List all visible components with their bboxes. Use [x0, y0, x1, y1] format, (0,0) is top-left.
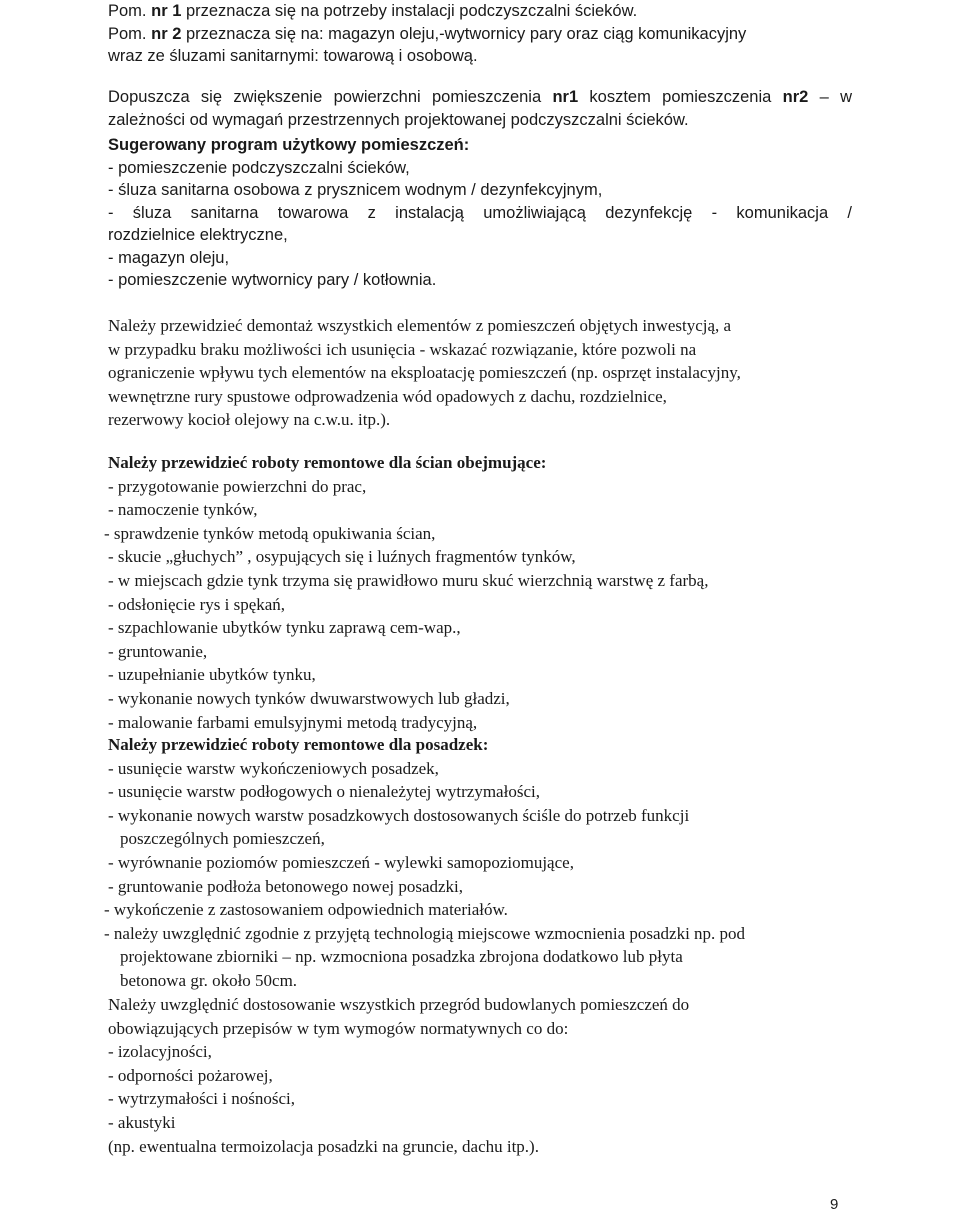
floors-item-continued: poszczególnych pomieszczeń,: [120, 829, 325, 849]
program-item: - śluza sanitarna towarowa z instalacją umożliwiającą dezynfekcję - komunikacja /: [108, 203, 852, 222]
floors-item: - należy uwzględnić zgodnie z przyjętą technologią miejscowe wzmocnienia posadzki np. pod: [104, 923, 746, 943]
floors-item: - usunięcie warstw podłogowych o nienależytej wytrzymałości,: [108, 782, 540, 802]
walls-item: - przygotowanie powierzchni do prac,: [108, 476, 367, 496]
intro-line-3: wraz ze śluzami sanitarnymi: towarową i osobową.: [108, 47, 478, 65]
walls-block: [104, 451, 852, 734]
extension-line-2: zależności od wymagań przestrzennych projektowanej podczyszczalni ścieków.: [108, 110, 689, 129]
walls-heading: Należy przewidzieć roboty remontowe dla ścian obejmujące:: [108, 453, 547, 472]
partitions-item: - akustyki: [108, 1112, 176, 1132]
walls-item: - wykonanie nowych tynków dwuwarstwowych lub gładzi,: [108, 688, 510, 708]
walls-item: - odsłonięcie rys i spękań,: [108, 594, 286, 614]
program-heading: Sugerowany program użytkowy pomieszczeń:: [108, 136, 470, 154]
page-number: 9: [830, 1196, 839, 1213]
walls-item: - malowanie farbami emulsyjnymi metodą tradycyjną,: [108, 712, 478, 732]
floors-item-continued: projektowane zbiorniki – np. wzmocniona posadzka zbrojona dodatkowo lub płyta: [120, 947, 683, 967]
intro-block: [108, 0, 852, 68]
partitions-line: Należy uwzględnić dostosowanie wszystkich przegród budowlanych pomieszczeń do: [108, 995, 690, 1014]
demontaz-block: [108, 314, 852, 432]
walls-item: - skucie „głuchych” , osypujących się i luźnych fragmentów tynków,: [108, 547, 576, 567]
program-item: - pomieszczenie wytwornicy pary / kotłownia.: [108, 271, 437, 289]
walls-item: - sprawdzenie tynków metodą opukiwania ścian,: [104, 523, 436, 543]
demontaz-line: ograniczenie wpływu tych elementów na eksploatację pomieszczeń (np. osprzęt instalacyjny,: [108, 363, 741, 383]
extension-line-1: Dopuszcza się zwiększenie powierzchni pomieszczenia nr1 kosztem pomieszczenia nr2 – w: [108, 88, 852, 106]
intro-line-1: Pom. nr 1 przeznacza się na potrzeby instalacji podczyszczalni ścieków.: [108, 2, 638, 20]
program-block: [108, 134, 852, 292]
walls-item: - w miejscach gdzie tynk trzyma się prawidłowo muru skuć wierzchnią warstwę z farbą,: [108, 570, 709, 590]
partitions-block: [108, 993, 852, 1158]
demontaz-line: rezerwowy kocioł olejowy na c.w.u. itp.).: [108, 410, 391, 430]
floors-item: - usunięcie warstw wykończeniowych posadzek,: [108, 758, 439, 778]
demontaz-line: w przypadku braku możliwości ich usunięcia - wskazać rozwiązanie, które pozwoli na: [108, 339, 697, 359]
walls-item: - uzupełnianie ubytków tynku,: [108, 665, 316, 685]
walls-item: - gruntowanie,: [108, 641, 208, 661]
extension-block: [108, 86, 852, 131]
partitions-line: obowiązujących przepisów w tym wymogów normatywnych co do:: [108, 1018, 569, 1038]
partitions-item: - wytrzymałości i nośności,: [108, 1089, 295, 1109]
floors-block: [104, 733, 852, 993]
partitions-item: - izolacyjności,: [108, 1042, 212, 1062]
floors-item: - wyrównanie poziomów pomieszczeń - wylewki samopoziomujące,: [108, 852, 574, 872]
intro-line-2: Pom. nr 2 przeznacza się na: magazyn oleju,-wytwornicy pary oraz ciąg komunikacyjny: [108, 24, 747, 43]
partitions-line: (np. ewentualna termoizolacja posadzki na gruncie, dachu itp.).: [108, 1136, 539, 1156]
floors-heading: Należy przewidzieć roboty remontowe dla posadzek:: [108, 735, 489, 754]
floors-item: - wykonanie nowych warstw posadzkowych dostosowanych ściśle do potrzeb funkcji: [108, 805, 690, 825]
program-item: - pomieszczenie podczyszczalni ścieków,: [108, 158, 410, 177]
demontaz-line: Należy przewidzieć demontaż wszystkich elementów z pomieszczeń objętych inwestycją, a: [108, 316, 732, 335]
walls-item: - szpachlowanie ubytków tynku zaprawą cem-wap.,: [108, 618, 461, 638]
floors-item: - gruntowanie podłoża betonowego nowej posadzki,: [108, 876, 464, 896]
walls-item: - namoczenie tynków,: [108, 500, 258, 520]
floors-item-continued: betonowa gr. około 50cm.: [120, 970, 298, 990]
program-item-continued: rozdzielnice elektryczne,: [108, 226, 288, 244]
demontaz-line: wewnętrzne rury spustowe odprowadzenia wód opadowych z dachu, rozdzielnice,: [108, 386, 667, 406]
floors-item: - wykończenie z zastosowaniem odpowiednich materiałów.: [104, 900, 508, 920]
program-item: - śluza sanitarna osobowa z prysznicem wodnym / dezynfekcyjnym,: [108, 181, 603, 199]
partitions-item: - odporności pożarowej,: [108, 1065, 273, 1085]
program-item: - magazyn oleju,: [108, 248, 230, 267]
